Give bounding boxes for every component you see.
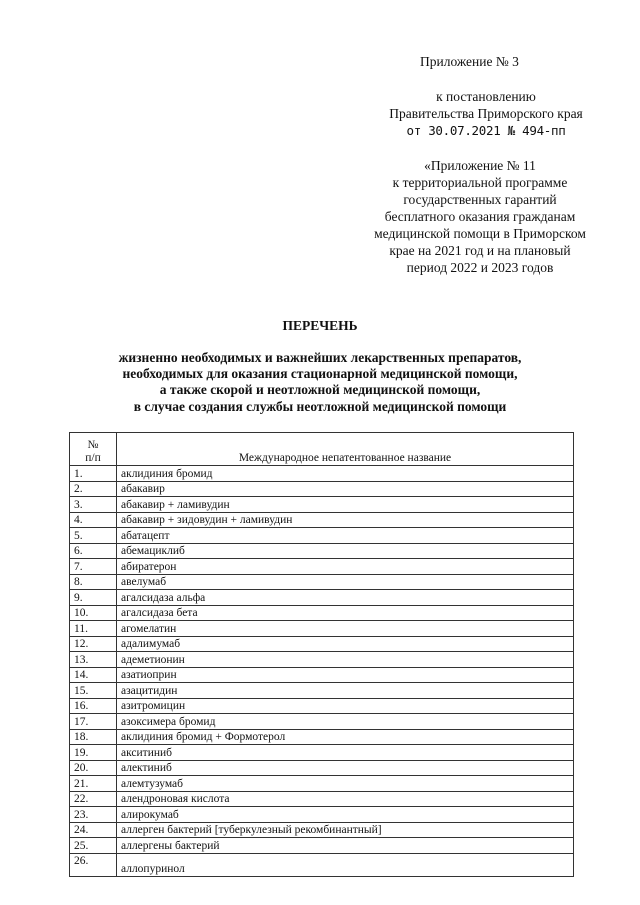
table-row	[70, 838, 574, 854]
drug-name: аклидиния бромид	[117, 466, 574, 482]
row-number: 20.	[70, 760, 117, 776]
row-number: 4.	[70, 512, 117, 528]
row-number: 10.	[70, 605, 117, 621]
row-number: 25.	[70, 838, 117, 854]
drug-name: агалсидаза альфа	[117, 590, 574, 606]
appendix-11-line: период 2022 и 2023 годов	[406, 260, 554, 275]
table-row	[70, 760, 574, 776]
drug-name: алендроновая кислота	[117, 791, 574, 807]
appendix-3-label: Приложение № 3	[420, 54, 519, 69]
drug-name: абатацепт	[117, 528, 574, 544]
row-number: 22.	[70, 791, 117, 807]
resolution-date-stamp: от 30.07.2021 № 494-пп	[406, 123, 566, 138]
drug-name: абакавир + ламивудин	[117, 497, 574, 513]
drug-name: алектиниб	[117, 760, 574, 776]
table-row	[70, 667, 574, 683]
row-number: 19.	[70, 745, 117, 761]
table-row	[70, 621, 574, 637]
drug-name: агалсидаза бета	[117, 605, 574, 621]
table-row	[70, 652, 574, 668]
table-row	[70, 590, 574, 606]
table-row	[70, 559, 574, 575]
drug-name: абакавир	[117, 481, 574, 497]
row-number: 9.	[70, 590, 117, 606]
table-row	[70, 729, 574, 745]
row-number: 7.	[70, 559, 117, 575]
table-row	[70, 497, 574, 513]
resolution-reference	[370, 88, 602, 139]
row-number: 11.	[70, 621, 117, 637]
drug-name: аклидиния бромид + Формотерол	[117, 729, 574, 745]
table-row	[70, 683, 574, 699]
row-number: 18.	[70, 729, 117, 745]
table-row	[70, 791, 574, 807]
document-subtitle	[90, 350, 550, 415]
table-row	[70, 745, 574, 761]
row-number: 21.	[70, 776, 117, 792]
column-header-number	[70, 433, 117, 466]
appendix-11-line: государственных гарантий	[403, 192, 557, 207]
drug-name: адалимумаб	[117, 636, 574, 652]
row-number: 26.	[70, 853, 117, 876]
table-row	[70, 853, 574, 876]
appendix-11-line: к территориальной программе	[392, 175, 568, 190]
row-number: 12.	[70, 636, 117, 652]
appendix-11-line: крае на 2021 год и на плановый	[389, 243, 571, 258]
drug-name: азитромицин	[117, 698, 574, 714]
drug-name: алемтузумаб	[117, 776, 574, 792]
row-number: 23.	[70, 807, 117, 823]
column-header-number-line-2: п/п	[85, 452, 101, 464]
resolution-line-1: к постановлению	[436, 89, 536, 104]
subtitle-line: жизненно необходимых и важнейших лекарственных препаратов,	[118, 350, 522, 365]
table-row	[70, 807, 574, 823]
table-row	[70, 698, 574, 714]
table-header-row	[70, 433, 574, 466]
drug-name: акситиниб	[117, 745, 574, 761]
table-row	[70, 466, 574, 482]
subtitle-line: в случае создания службы неотложной медицинской помощи	[133, 398, 507, 414]
column-header-number-line-1: №	[87, 439, 99, 451]
table-row	[70, 605, 574, 621]
drug-list-table	[69, 432, 574, 877]
resolution-line-2: Правительства Приморского края	[389, 106, 583, 121]
table-row	[70, 481, 574, 497]
table-row	[70, 512, 574, 528]
drug-name: абакавир + зидовудин + ламивудин	[117, 512, 574, 528]
row-number: 24.	[70, 822, 117, 838]
table-body	[70, 466, 574, 877]
drug-name: азоксимера бромид	[117, 714, 574, 730]
row-number: 13.	[70, 652, 117, 668]
subtitle-line: а также скорой и неотложной медицинской помощи,	[159, 382, 481, 398]
table-row	[70, 822, 574, 838]
column-header-name: Международное непатентованное название	[117, 433, 574, 466]
drug-name: абиратерон	[117, 559, 574, 575]
row-number: 16.	[70, 698, 117, 714]
drug-name: авелумаб	[117, 574, 574, 590]
row-number: 8.	[70, 574, 117, 590]
drug-name: аллерген бактерий [туберкулезный рекомбинантный]	[117, 822, 574, 838]
row-number: 3.	[70, 497, 117, 513]
drug-name: алирокумаб	[117, 807, 574, 823]
appendix-11-line: медицинской помощи в Приморском	[374, 226, 586, 241]
drug-name: азацитидин	[117, 683, 574, 699]
table-row	[70, 528, 574, 544]
drug-name: аллергены бактерий	[117, 838, 574, 854]
appendix-11-line: бесплатного оказания гражданам	[384, 209, 576, 224]
row-number: 5.	[70, 528, 117, 544]
row-number: 14.	[70, 667, 117, 683]
table-row	[70, 714, 574, 730]
table-row	[70, 776, 574, 792]
appendix-11-reference	[352, 157, 608, 276]
row-number: 1.	[70, 466, 117, 482]
row-number: 15.	[70, 683, 117, 699]
drug-name: адеметионин	[117, 652, 574, 668]
row-number: 2.	[70, 481, 117, 497]
drug-name: аллопуринол	[117, 853, 574, 876]
subtitle-line: необходимых для оказания стационарной медицинской помощи,	[122, 366, 518, 382]
drug-name: азатиоприн	[117, 667, 574, 683]
table-row	[70, 636, 574, 652]
document-title: ПЕРЕЧЕНЬ	[282, 318, 358, 333]
row-number: 6.	[70, 543, 117, 559]
drug-name: агомелатин	[117, 621, 574, 637]
table-row	[70, 543, 574, 559]
row-number: 17.	[70, 714, 117, 730]
table-row	[70, 574, 574, 590]
appendix-11-line: «Приложение № 11	[424, 158, 536, 173]
drug-name: абемациклиб	[117, 543, 574, 559]
